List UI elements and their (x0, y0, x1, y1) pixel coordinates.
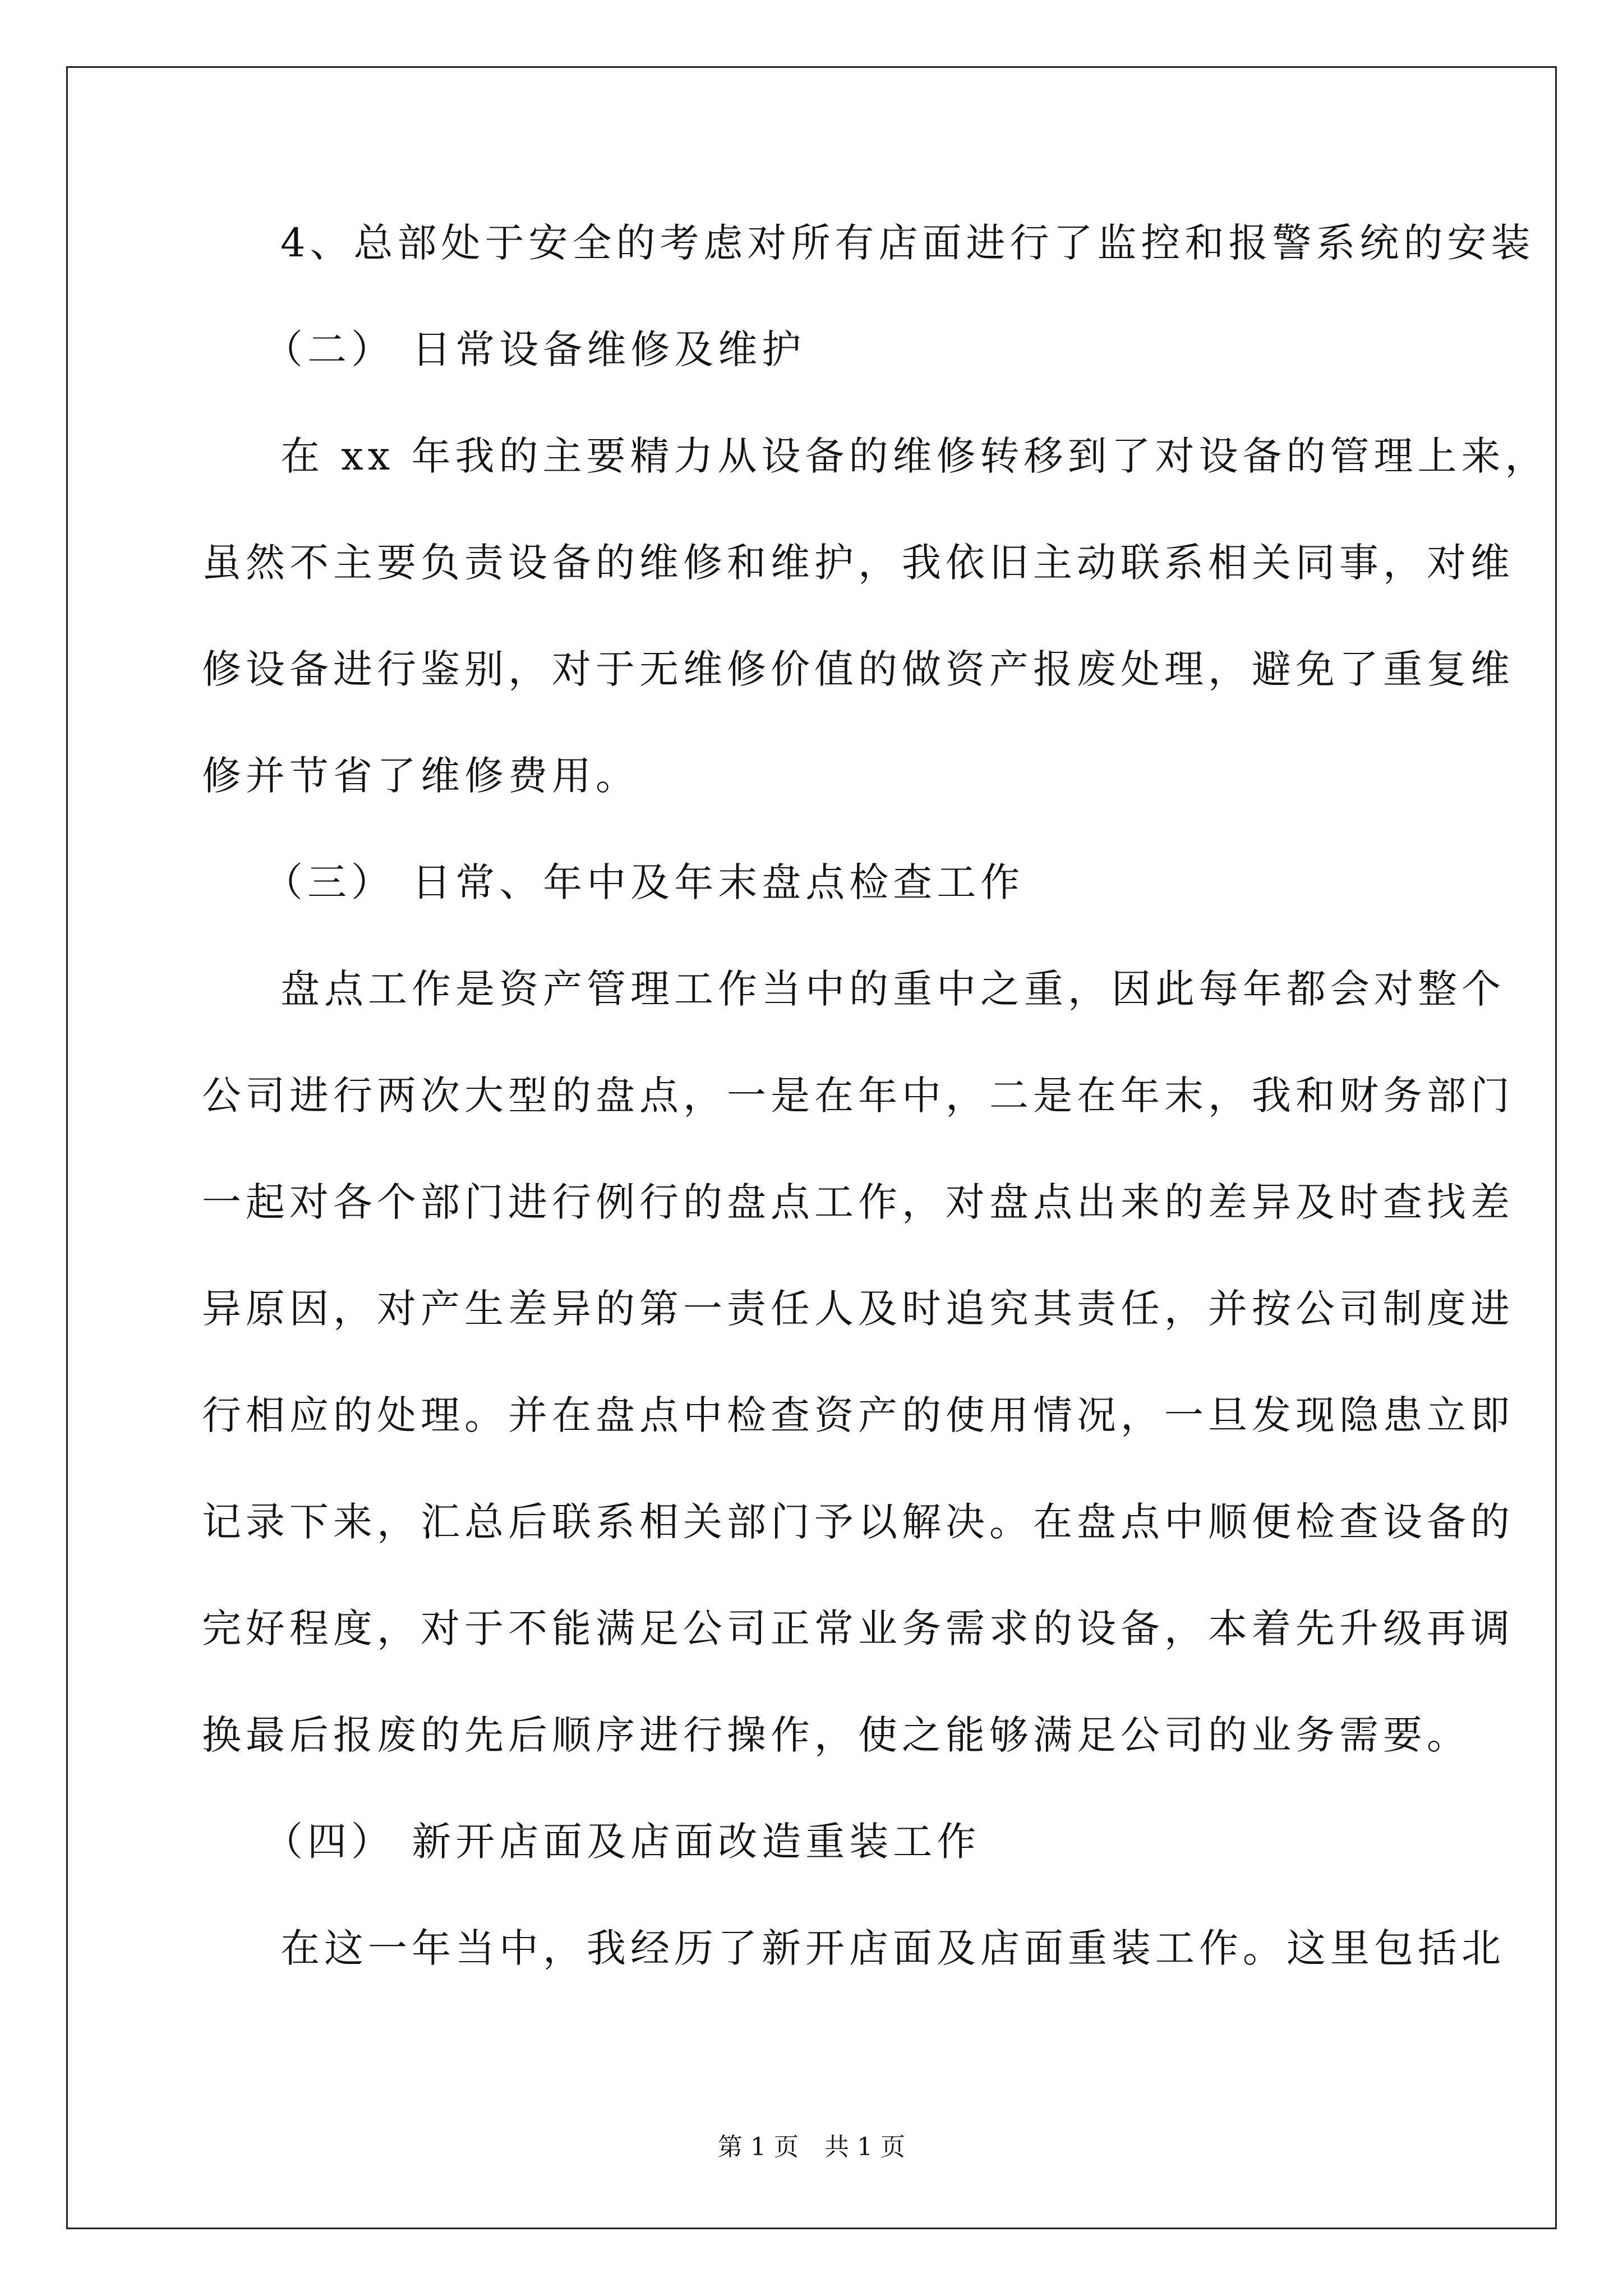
text-line: 记录下来，汇总后联系相关部门予以解决。在盘点中顺便检查设备的 (202, 1499, 1514, 1545)
text-line: 换最后报废的先后顺序进行操作，使之能够满足公司的业务需要。 (202, 1712, 1470, 1758)
text-line: 盘点工作是资产管理工作当中的重中之重，因此每年都会对整个 (280, 966, 1505, 1012)
page-border (66, 66, 1557, 2229)
text-line: 完好程度，对于不能满足公司正常业务需求的设备，本着先升级再调 (202, 1605, 1514, 1651)
text-line: 4、总部处于安全的考虑对所有店面进行了监控和报警系统的安装 (280, 220, 1535, 266)
page-footer (0, 2135, 1623, 2160)
section-heading: （四） 新开店面及店面改造重装工作 (264, 1819, 981, 1865)
page-total: 共 1 页 (824, 2133, 905, 2161)
text-line: 异原因，对产生差异的第一责任人及时追究其责任，并按公司制度进 (202, 1286, 1514, 1332)
text-line: 修设备进行鉴别，对于无维修价值的做资产报废处理，避免了重复维 (202, 646, 1514, 692)
text-line: 一起对各个部门进行例行的盘点工作，对盘点出来的差异及时查找差 (202, 1179, 1514, 1225)
text-line: 在这一年当中，我经历了新开店面及店面重装工作。这里包括北 (280, 1925, 1505, 1971)
section-heading: （三） 日常、年中及年末盘点检查工作 (264, 859, 1025, 905)
section-heading: （二） 日常设备维修及维护 (264, 326, 806, 372)
text-line: 虽然不主要负责设备的维修和维护，我依旧主动联系相关同事，对维 (202, 540, 1514, 586)
text-line: 公司进行两次大型的盘点，一是在年中，二是在年末，我和财务部门 (202, 1073, 1514, 1119)
text-line: 修并节省了维修费用。 (202, 753, 639, 799)
text-line: 在 xx 年我的主要精力从设备的维修转移到了对设备的管理上来， (280, 433, 1549, 479)
text-line: 行相应的处理。并在盘点中检查资产的使用情况，一旦发现隐患立即 (202, 1392, 1514, 1438)
page-number: 第 1 页 (718, 2133, 799, 2161)
